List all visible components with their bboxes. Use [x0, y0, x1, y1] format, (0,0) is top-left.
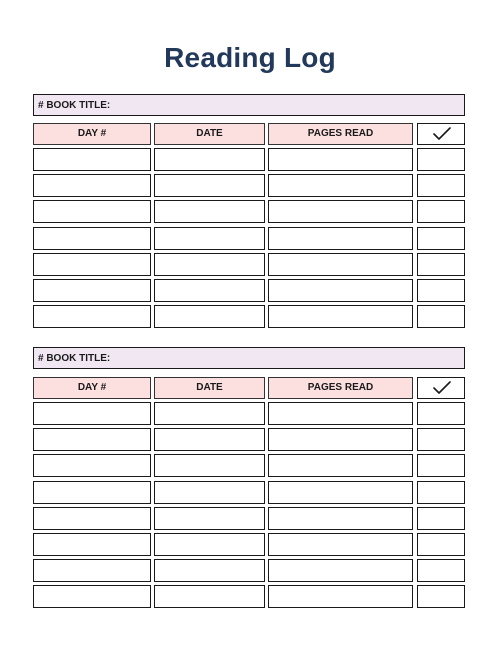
checkmark-icon: [432, 380, 452, 396]
day-cell[interactable]: [33, 559, 151, 582]
header-pages-read: PAGES READ: [268, 123, 413, 145]
header-check: [417, 377, 465, 399]
pages-read-cell[interactable]: [268, 454, 413, 477]
header-pages-read: PAGES READ: [268, 377, 413, 399]
pages-read-cell[interactable]: [268, 481, 413, 504]
day-cell[interactable]: [33, 402, 151, 425]
pages-read-cell[interactable]: [268, 148, 413, 171]
pages-read-cell[interactable]: [268, 533, 413, 556]
check-cell[interactable]: [417, 533, 465, 556]
pages-read-cell[interactable]: [268, 559, 413, 582]
date-cell[interactable]: [154, 174, 265, 197]
day-cell[interactable]: [33, 148, 151, 171]
check-cell[interactable]: [417, 200, 465, 223]
check-cell[interactable]: [417, 305, 465, 328]
day-cell[interactable]: [33, 481, 151, 504]
header-date: DATE: [154, 377, 265, 399]
date-cell[interactable]: [154, 533, 265, 556]
day-cell[interactable]: [33, 533, 151, 556]
page-title: Reading Log: [164, 42, 336, 73]
check-cell[interactable]: [417, 507, 465, 530]
header-date: DATE: [154, 123, 265, 145]
check-cell[interactable]: [417, 253, 465, 276]
day-cell[interactable]: [33, 253, 151, 276]
pages-read-cell[interactable]: [268, 174, 413, 197]
check-cell[interactable]: [417, 402, 465, 425]
date-cell[interactable]: [154, 507, 265, 530]
date-cell[interactable]: [154, 253, 265, 276]
checkmark-icon: [432, 126, 452, 142]
day-cell[interactable]: [33, 428, 151, 451]
pages-read-cell[interactable]: [268, 402, 413, 425]
date-cell[interactable]: [154, 305, 265, 328]
check-cell[interactable]: [417, 428, 465, 451]
date-cell[interactable]: [154, 454, 265, 477]
date-cell[interactable]: [154, 148, 265, 171]
pages-read-cell[interactable]: [268, 279, 413, 302]
date-cell[interactable]: [154, 481, 265, 504]
pages-read-cell[interactable]: [268, 585, 413, 608]
date-cell[interactable]: [154, 428, 265, 451]
check-cell[interactable]: [417, 279, 465, 302]
date-cell[interactable]: [154, 402, 265, 425]
header-day: DAY #: [33, 123, 151, 145]
check-cell[interactable]: [417, 454, 465, 477]
check-cell[interactable]: [417, 148, 465, 171]
date-cell[interactable]: [154, 279, 265, 302]
day-cell[interactable]: [33, 305, 151, 328]
date-cell[interactable]: [154, 559, 265, 582]
check-cell[interactable]: [417, 481, 465, 504]
pages-read-cell[interactable]: [268, 428, 413, 451]
day-cell[interactable]: [33, 200, 151, 223]
day-cell[interactable]: [33, 279, 151, 302]
check-cell[interactable]: [417, 227, 465, 250]
date-cell[interactable]: [154, 585, 265, 608]
book-title-field[interactable]: # BOOK TITLE:: [33, 347, 465, 369]
header-day: DAY #: [33, 377, 151, 399]
pages-read-cell[interactable]: [268, 253, 413, 276]
pages-read-cell[interactable]: [268, 227, 413, 250]
pages-read-cell[interactable]: [268, 305, 413, 328]
pages-read-cell[interactable]: [268, 200, 413, 223]
pages-read-cell[interactable]: [268, 507, 413, 530]
check-cell[interactable]: [417, 585, 465, 608]
day-cell[interactable]: [33, 227, 151, 250]
day-cell[interactable]: [33, 174, 151, 197]
book-title-field[interactable]: # BOOK TITLE:: [33, 94, 465, 116]
day-cell[interactable]: [33, 507, 151, 530]
check-cell[interactable]: [417, 559, 465, 582]
date-cell[interactable]: [154, 227, 265, 250]
day-cell[interactable]: [33, 585, 151, 608]
day-cell[interactable]: [33, 454, 151, 477]
header-check: [417, 123, 465, 145]
check-cell[interactable]: [417, 174, 465, 197]
date-cell[interactable]: [154, 200, 265, 223]
